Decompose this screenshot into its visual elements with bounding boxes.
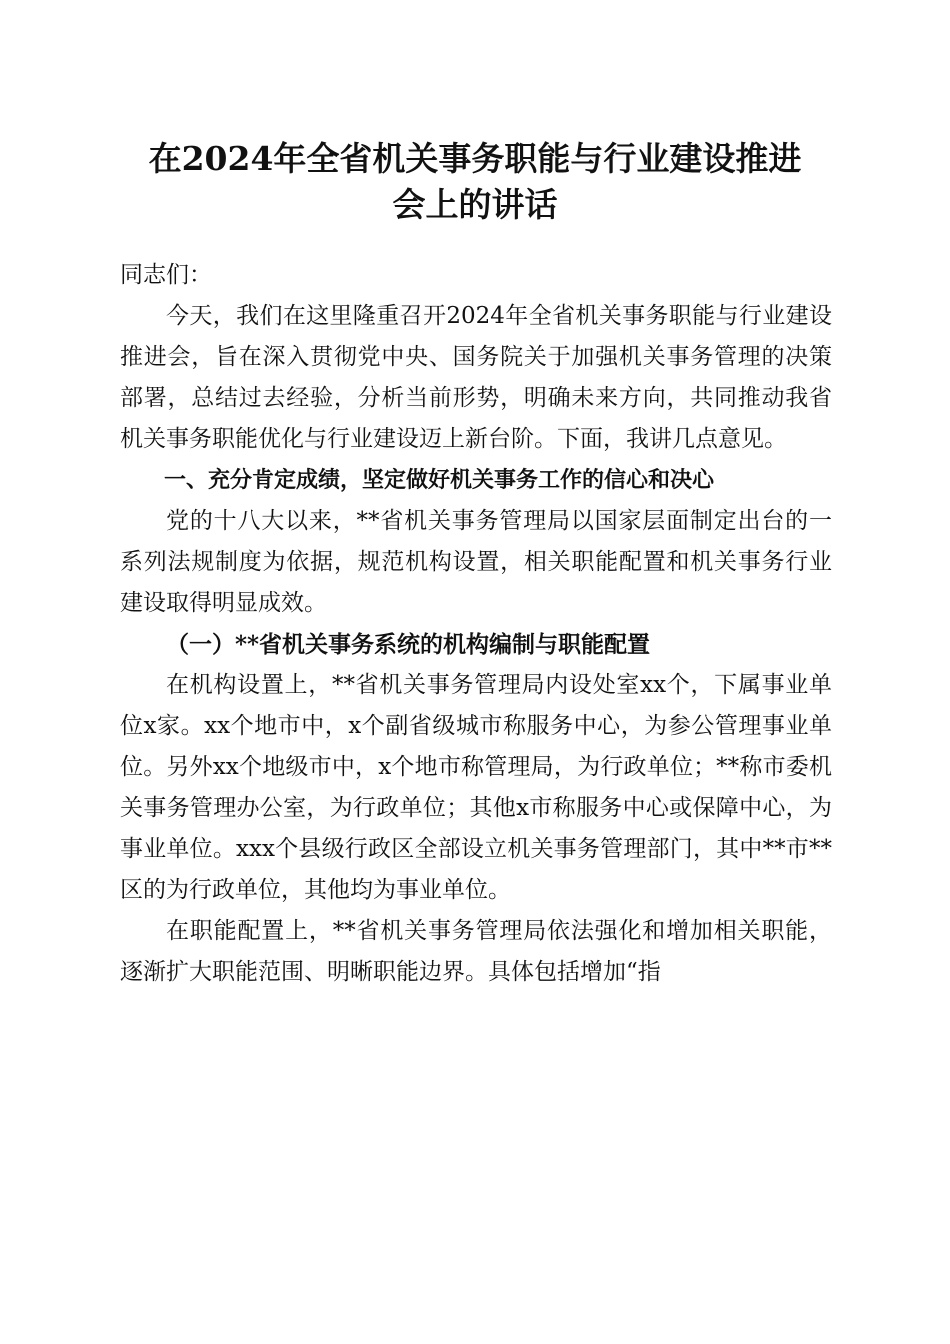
document-body [120, 255, 832, 993]
document-title [100, 136, 850, 228]
salutation: 同志们： [120, 262, 212, 288]
subsection-heading-1: （一）**省机关事务系统的机构编制与职能配置 [166, 631, 651, 658]
title-line-1: 在2024年全省机关事务职能与行业建设推进 [148, 139, 802, 178]
section-heading-1: 一、充分肯定成绩，坚定做好机关事务工作的信心和决心 [164, 468, 715, 493]
paragraph-functions: 在职能配置上，**省机关事务管理局依法强化和增加相关职能，逐渐扩大职能范围、明晰职能边界。具体包括增加“指 [120, 918, 832, 985]
title-line-2: 会上的讲话 [392, 185, 558, 224]
paragraph-achievements: 党的十八大以来，**省机关事务管理局以国家层面制定出台的一系列法规制度为依据，规范机构设置，相关职能配置和机关事务行业建设取得明显成效。 [120, 508, 832, 616]
paragraph-intro: 今天，我们在这里隆重召开2024年全省机关事务职能与行业建设推进会，旨在深入贯彻党中央、国务院关于加强机关事务管理的决策部署，总结过去经验，分析当前形势，明确未来方向，共同推动我省机关事务职能优化与行业建设迈上新台阶。下面，我讲几点意见。 [120, 303, 832, 452]
paragraph-organization: 在机构设置上，**省机关事务管理局内设处室xx个，下属事业单位x家。xx个地市中，x个副省级城市称服务中心，为参公管理事业单位。另外xx个地级市中，x个地市称管理局，为行政单位；**称市委机关事务管理办公室，为行政单位；其他x市称服务中心或保障中心，为事业单位。xxx个县级行政区全部设立机关事务管理部门，其中**市**区的为行政单位，其他均为事业单位。 [120, 672, 832, 903]
